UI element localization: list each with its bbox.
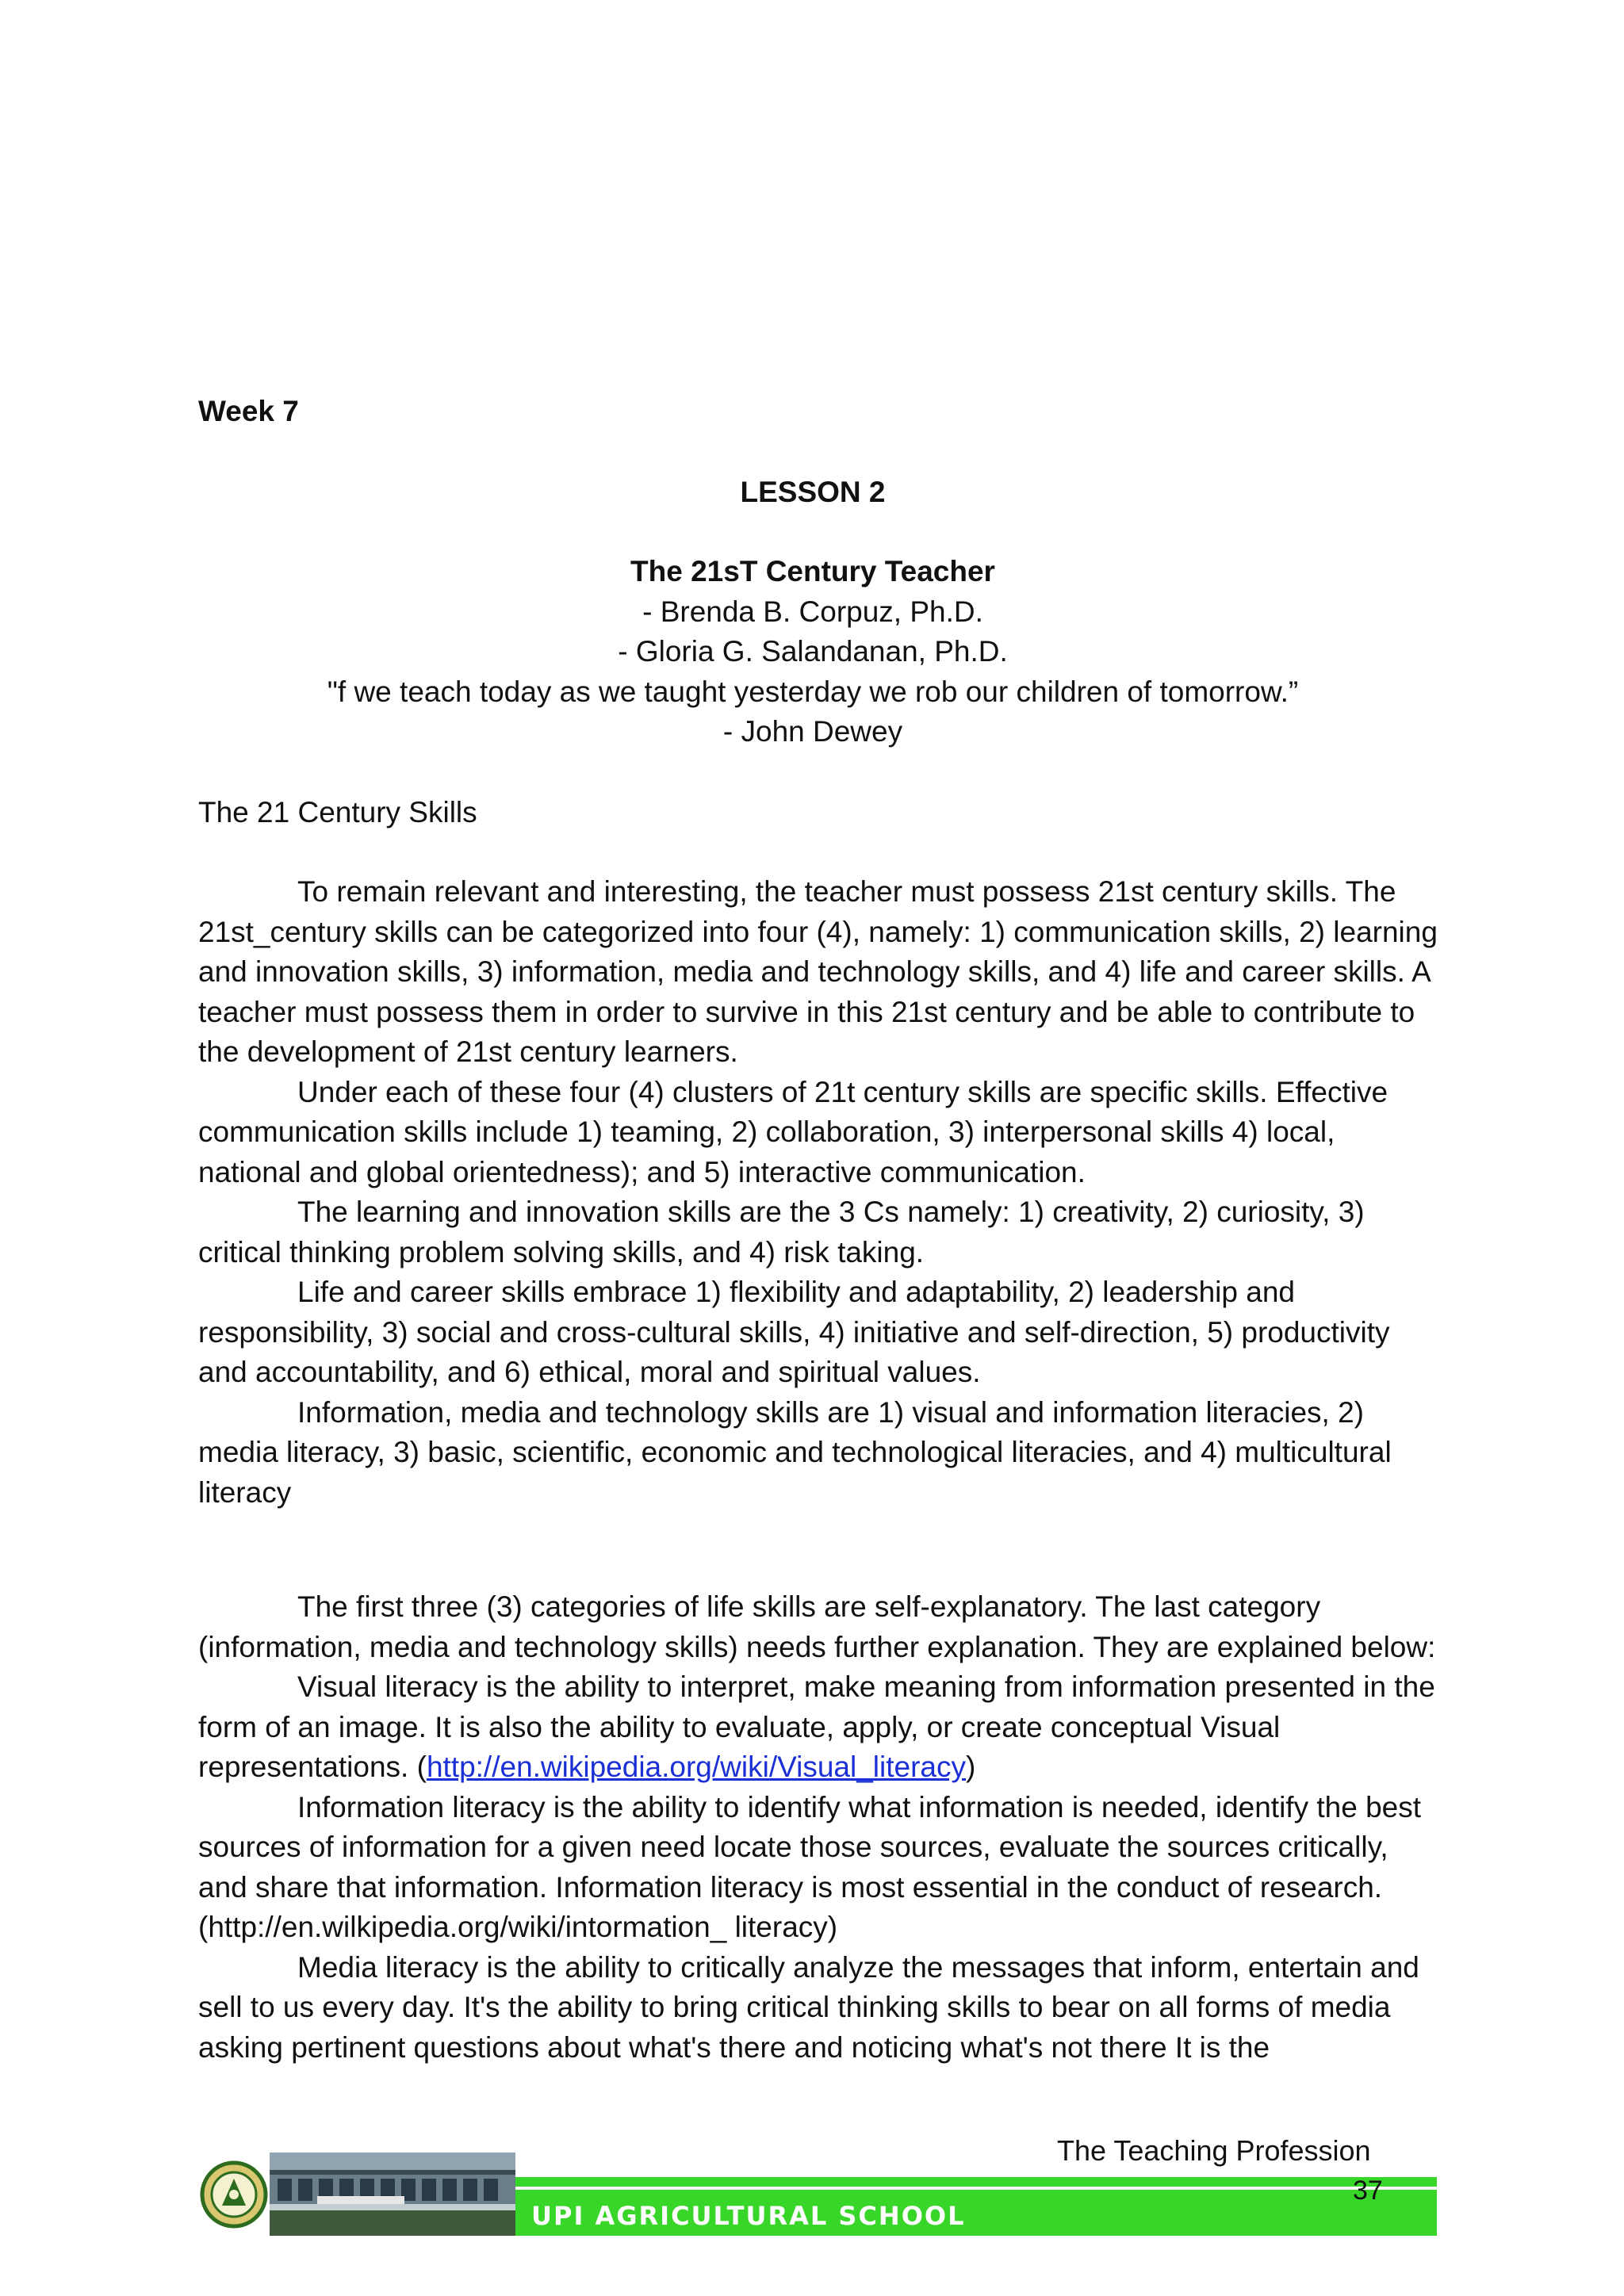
paragraph: The learning and innovation skills are the 3 Cs namely: 1) creativity, 2) curiosity, 3) critical thinking problem solving skills, and 4) risk taking. <box>198 1196 1365 1269</box>
quote-author: - John Dewey <box>722 715 903 748</box>
paragraph: Under each of these four (4) clusters of 21t century skills are specific skills. Effective communication skills include 1) teaming, 2) collaboration, 3) interpersonal skills 4) local, national and global orientedness); and 5) interactive communication. <box>198 1075 1388 1188</box>
school-building-image <box>270 2152 515 2236</box>
school-banner <box>198 2149 1437 2236</box>
paragraph-visual-literacy <box>198 1667 1443 1788</box>
lesson-label: LESSON 2 <box>740 476 886 508</box>
author-1: - Brenda B. Corpuz, Ph.D. <box>642 595 983 628</box>
svg-text:UPI AGRICULTURAL SCHOOL: UPI AGRICULTURAL SCHOOL <box>531 2201 966 2231</box>
school-seal-icon <box>202 2163 266 2226</box>
paragraph: Media literacy is the ability to critically analyze the messages that inform, entertain and sell to us every day. It's the ability to bring critical thinking skills to bear on all forms of media asking pertinent questions about what's there and noticing what's not there It is the <box>198 1950 1419 2064</box>
course-title: The Teaching Profession <box>1057 2134 1371 2167</box>
author-2: - Gloria G. Salandanan, Ph.D. <box>618 635 1008 668</box>
paragraph: The first three (3) categories of life skills are self-explanatory. The last category (information, media and technology skills) needs further explanation. They are explained below: <box>198 1590 1436 1663</box>
page-number: 37 <box>1353 2175 1383 2206</box>
lesson-title: The 21sT Century Teacher <box>630 555 995 587</box>
paragraph: Information literacy is the ability to identify what information is needed, identify the best sources of information for a given need locate those sources, evaluate the sources critically, and share that information. Information literacy is most essential in the conduct of research. (http://en.wilkipedia.org/wiki/intormation_ literacy) <box>198 1790 1422 1943</box>
paragraph-text-end: ) <box>965 1751 976 1783</box>
paragraph: Life and career skills embrace 1) flexibility and adaptability, 2) leadership and responsibility, 3) social and cross-cultural skills, 4) initiative and self-direction, 5) productivity and accountability, and 6) ethical, moral and spiritual values. <box>198 1276 1390 1388</box>
explanation-body <box>198 1587 1443 2068</box>
section-body <box>198 872 1443 1513</box>
quote: "f we teach today as we taught yesterday we rob our children of tomorrow.” <box>327 675 1299 708</box>
paragraph: Information, media and technology skills are 1) visual and information literacies, 2) media literacy, 3) basic, scientific, economic and technological literacies, and 4) multicultural literacy <box>198 1395 1392 1509</box>
week-label: Week 7 <box>198 395 299 427</box>
wikipedia-link[interactable]: http://en.wikipedia.org/wiki/Visual_literacy <box>426 1751 966 1783</box>
paragraph-text: Visual literacy is the ability to interpret, make meaning from information presented in the form of an image. It is also the ability to evaluate, apply, or create conceptual Visual representations. ( <box>198 1670 1435 1783</box>
section-title: The 21 Century Skills <box>198 796 477 828</box>
paragraph: To remain relevant and interesting, the teacher must possess 21st century skills. The 21st_century skills can be categorized into four (4), namely: 1) communication skills, 2) learning and innovation skills, 3) information, media and technology skills, and 4) life and career skills. A teacher must possess them in order to survive in this 21st century and be able to contribute to the development of 21st century learners. <box>198 875 1438 1068</box>
